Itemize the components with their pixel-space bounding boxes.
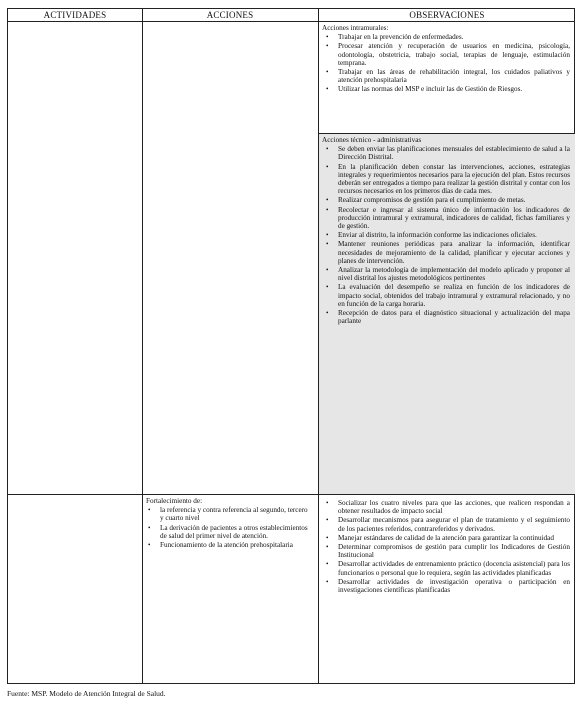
list-item: • Mantener reuniones periódicas para analizar la información, identificar necesidades de mejoramiento de la calidad, planificar y ejecutar acciones y planes de intervención. [322,240,570,265]
list-item: • Socializar los cuatro niveles para que las acciones, que realicen respondan a obtener resultados de impacto social [322,499,570,515]
source-footer: Fuente: MSP. Modelo de Atención Integral de Salud. [7,689,166,698]
fortalecimiento-block [146,497,312,550]
list-item: • Recepción de datos para el diagnóstico situacional y actualización del mapa parlante [322,309,570,325]
list-item: • la referencia y contra referencia al segundo, tercero y cuarto nivel [146,506,312,522]
tecnico-title: Acciones técnico - administrativas [322,136,422,144]
list-item: • Funcionamiento de la atención prehospitalaria [146,541,312,549]
list-item: • La evaluación del desempeño se realiza en función de los indicadores de impacto social, obtenidos del trabajo intramural y extramural relacionado, y no en función de la carga horaria. [322,283,570,308]
list-item: • Desarrollar actividades de investigación operativa o participación en investigaciones científicas planificadas [322,578,570,594]
row-divider [318,133,575,134]
header-actividades: ACTIVIDADES [43,10,107,20]
intramural-list [322,33,570,93]
list-item: • Procesar atención y recuperación de usuarios en medicina, psicología, odontología, obstetricia, trabajo social, terapias de lenguaje, estimulación temprana. [322,42,570,67]
tecnico-block [322,136,570,326]
fortalecimiento-list [146,506,312,549]
list-item: • Manejar estándares de calidad de la atención para garantizar la continuidad [322,534,570,542]
column-divider [142,9,143,683]
list-item: • En la planificación deben constar las intervenciones, acciones, estrategias integrales y requerimientos necesarios para la ejecución del plan. Estos recursos deberán ser entregados a tiempo para realizar la gestión distrital y contar con los recursos necesarios en los primeros días de cada mes. [322,163,570,196]
list-item: • Desarrollar actividades de entrenamiento práctico (docencia asistencial) para los funcionarios o personal que lo requiera, según las actividades planificadas [322,560,570,576]
intramural-block [322,24,570,95]
section2-list [322,499,570,594]
list-item: • Desarrollar mecanismos para asegurar el plan de tratamiento y el seguimiento de los pacientes referidos, contrareferidos y derivados. [322,516,570,532]
row-divider [8,494,575,495]
activities-table [7,8,575,684]
list-item: • La derivación de pacientes a otros establecimientos de salud del primer nivel de atención. [146,524,312,540]
list-item: • Se deben enviar las planificaciones mensuales del establecimiento de salud a la Dirección Distrital. [322,145,570,161]
header-acciones: ACCIONES [206,10,254,20]
list-item: • Trabajar en la prevención de enfermedades. [322,33,570,41]
table-header [8,9,574,22]
list-item: • Trabajar en las áreas de rehabilitación integral, los cuidados paliativos y atención prehospitalaria [322,68,570,84]
list-item: • Realizar compromisos de gestión para el cumplimiento de metas. [322,196,570,204]
tecnico-list [322,145,570,325]
column-divider [318,9,319,683]
section2-observaciones [322,499,570,595]
list-item: • Determinar compromisos de gestión para cumplir los Indicadores de Gestión Institucional [322,543,570,559]
intramural-title: Acciones intramurales: [322,24,389,32]
fortalecimiento-title: Fortalecimiento de: [146,497,203,505]
list-item: • Utilizar las normas del MSP e incluir las de Gestión de Riesgos. [322,85,570,93]
list-item: • Enviar al distrito, la información conforme las indicaciones oficiales. [322,231,570,239]
list-item: • Recolectar e ingresar al sistema único de información los indicadores de producción intramural y extramural, indicadores de calidad, fichas familiares y de gestión. [322,206,570,231]
header-observaciones: OBSERVACIONES [409,10,485,20]
list-item: • Analizar la metodología de implementación del modelo aplicado y proponer al nivel distrital los ajustes metodológicos pertinentes [322,266,570,282]
